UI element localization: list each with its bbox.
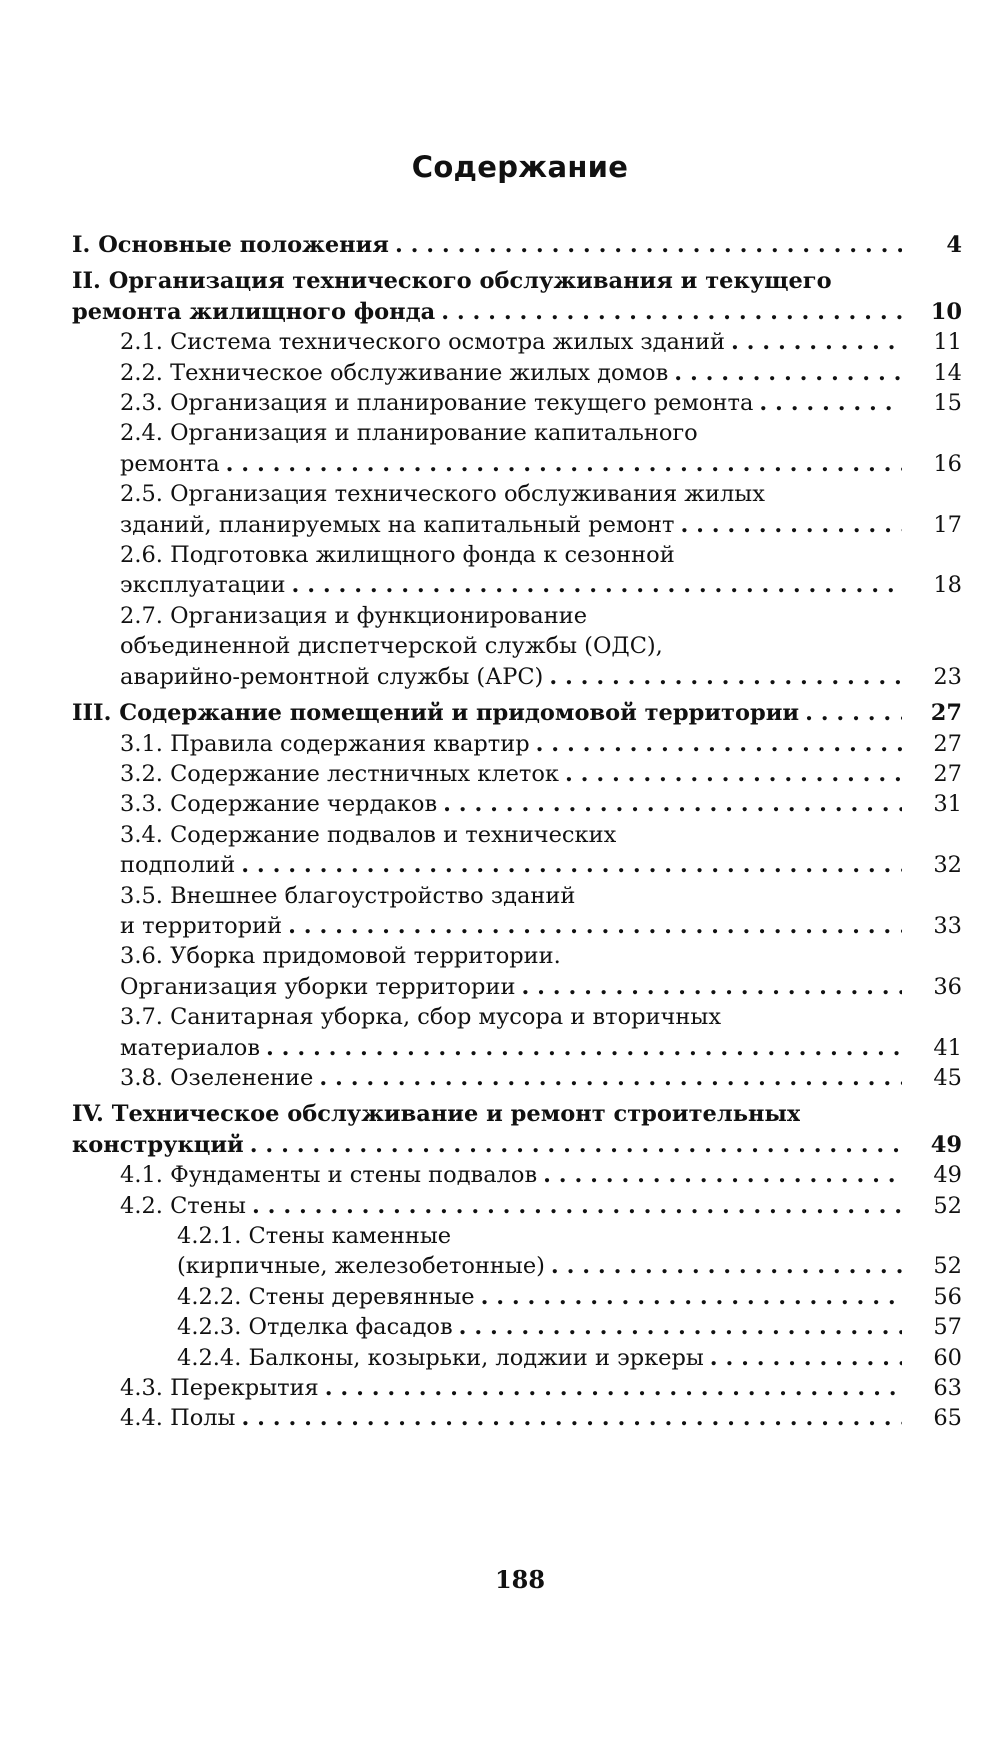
- toc-line: [72, 1099, 962, 1129]
- toc-entry: [72, 1002, 962, 1063]
- dot-leader: [252, 1191, 902, 1221]
- dot-leader: [731, 327, 902, 357]
- dot-leader: [551, 1251, 902, 1281]
- toc-page-number: 45: [933, 1064, 962, 1091]
- toc-entry: [72, 698, 962, 728]
- toc-page-number: 63: [933, 1375, 962, 1402]
- toc-entry-title: аварийно-ремонтной службы (АРС): [120, 663, 544, 690]
- toc-entry: [72, 230, 962, 260]
- dot-leader: [674, 358, 902, 388]
- table-of-contents: [72, 230, 962, 1434]
- page-title: Содержание: [411, 150, 629, 184]
- toc-line: [120, 729, 962, 759]
- toc-page-number: 27: [930, 700, 962, 727]
- toc-line: [120, 820, 962, 850]
- toc-entry-title: подполий: [120, 852, 236, 879]
- toc-line: [120, 601, 962, 631]
- dot-leader: [250, 1130, 902, 1160]
- toc-entry: [72, 388, 962, 418]
- toc-line: [72, 1130, 962, 1160]
- toc-line: [120, 449, 962, 479]
- toc-line: [120, 1403, 962, 1433]
- toc-line: [120, 358, 962, 388]
- toc-entry-title: 4.2.2. Стены деревянные: [177, 1283, 475, 1310]
- toc-entry: [72, 1343, 962, 1373]
- toc-entry-title: 4.4. Полы: [120, 1405, 236, 1432]
- toc-entry: [72, 789, 962, 819]
- toc-page-number: 49: [930, 1131, 962, 1158]
- toc-page-number: 18: [933, 572, 962, 599]
- toc-entry-title: материалов: [120, 1034, 260, 1061]
- toc-line: [120, 1002, 962, 1032]
- toc-entry-title: 2.6. Подготовка жилищного фонда к сезонной: [120, 542, 675, 569]
- toc-line: [120, 941, 962, 971]
- toc-entry-title: 2.3. Организация и планирование текущего ремонта: [120, 390, 754, 417]
- toc-line: [72, 266, 962, 296]
- toc-entry-title: (кирпичные, железобетонные): [177, 1253, 545, 1280]
- toc-page-number: 36: [933, 973, 962, 1000]
- toc-entry-title: 4.2. Стены: [120, 1192, 246, 1219]
- toc-line: [120, 881, 962, 911]
- toc-entry: [72, 1160, 962, 1190]
- toc-entry-title: III. Содержание помещений и придомовой территории: [72, 700, 800, 727]
- toc-line: [72, 698, 962, 728]
- toc-entry-title: ремонта жилищного фонда: [72, 298, 436, 325]
- toc-line: [120, 1373, 962, 1403]
- toc-entry: [72, 881, 962, 942]
- toc-line: [120, 570, 962, 600]
- dot-leader: [266, 1033, 902, 1063]
- toc-entry: [72, 1063, 962, 1093]
- toc-entry-title: конструкций: [72, 1131, 244, 1158]
- toc-entry: [72, 729, 962, 759]
- dot-leader: [292, 570, 902, 600]
- toc-line: [120, 631, 962, 661]
- toc-entry: [72, 540, 962, 601]
- toc-entry-title: эксплуатации: [120, 572, 286, 599]
- toc-line: [120, 510, 962, 540]
- toc-entry: [72, 358, 962, 388]
- toc-entry-title: II. Организация технического обслуживания и текущего: [72, 268, 832, 295]
- dot-leader: [459, 1312, 902, 1342]
- toc-entry-title: 3.1. Правила содержания квартир: [120, 730, 530, 757]
- toc-line: [120, 759, 962, 789]
- toc-page-number: 60: [933, 1344, 962, 1371]
- toc-entry: [72, 1282, 962, 1312]
- toc-entry-title: 2.1. Система технического осмотра жилых зданий: [120, 329, 725, 356]
- dot-leader: [805, 698, 902, 728]
- toc-page-number: 57: [933, 1314, 962, 1341]
- dot-leader: [443, 789, 902, 819]
- dot-leader: [288, 911, 902, 941]
- toc-page-number: 49: [933, 1162, 962, 1189]
- toc-page-number: 52: [933, 1192, 962, 1219]
- toc-line: [120, 789, 962, 819]
- toc-entry-title: 3.7. Санитарная уборка, сбор мусора и вторичных: [120, 1004, 722, 1031]
- toc-entry-title: I. Основные положения: [72, 232, 389, 258]
- toc-line: [177, 1221, 962, 1251]
- toc-entry-title: ремонта: [120, 450, 220, 477]
- toc-line: [120, 540, 962, 570]
- toc-page-number: 27: [933, 760, 962, 787]
- toc-page-number: 23: [933, 663, 962, 690]
- toc-line: [120, 1191, 962, 1221]
- toc-line: [120, 1033, 962, 1063]
- dot-leader: [395, 230, 902, 260]
- toc-entry-title: и территорий: [120, 912, 283, 939]
- toc-line: [120, 479, 962, 509]
- dot-leader: [481, 1282, 902, 1312]
- toc-line: [72, 297, 962, 327]
- toc-entry-title: 3.4. Содержание подвалов и технических: [120, 821, 617, 848]
- toc-entry: [72, 327, 962, 357]
- toc-line: [120, 327, 962, 357]
- toc-entry-title: Организация уборки территории: [120, 973, 516, 1000]
- toc-line: [177, 1282, 962, 1312]
- toc-page-number: 65: [933, 1405, 962, 1432]
- toc-line: [120, 850, 962, 880]
- toc-entry: [72, 941, 962, 1002]
- dot-leader: [325, 1373, 902, 1403]
- toc-line: [120, 972, 962, 1002]
- toc-line: [120, 1063, 962, 1093]
- toc-line: [177, 1312, 962, 1342]
- toc-entry-title: 3.2. Содержание лестничных клеток: [120, 760, 559, 787]
- dot-leader: [680, 510, 902, 540]
- toc-page-number: 11: [933, 329, 962, 356]
- toc-entry-title: зданий, планируемых на капитальный ремонт: [120, 511, 675, 538]
- dot-leader: [543, 1160, 902, 1190]
- toc-entry-title: 3.6. Уборка придомовой территории.: [120, 943, 561, 970]
- toc-line: [177, 1251, 962, 1281]
- toc-line: [120, 911, 962, 941]
- dot-leader: [441, 297, 902, 327]
- dot-leader: [565, 759, 902, 789]
- toc-entry-title: 2.2. Техническое обслуживание жилых домов: [120, 359, 669, 386]
- toc-entry: [72, 1191, 962, 1221]
- toc-entry: [72, 1403, 962, 1433]
- dot-leader: [241, 1403, 902, 1433]
- toc-page-number: 4: [946, 232, 962, 258]
- toc-entry-title: 4.3. Перекрытия: [120, 1375, 319, 1402]
- page-number: 188: [494, 1565, 546, 1594]
- toc-entry-title: 3.8. Озеленение: [120, 1064, 314, 1091]
- toc-line: [177, 1343, 962, 1373]
- toc-entry-title: 3.5. Внешнее благоустройство зданий: [120, 882, 576, 909]
- toc-page-number: 41: [933, 1034, 962, 1061]
- toc-entry: [72, 418, 962, 479]
- toc-page-number: 56: [933, 1283, 962, 1310]
- toc-entry-title: 4.2.4. Балконы, козырьки, лоджии и эркеры: [177, 1344, 704, 1371]
- toc-line: [120, 418, 962, 448]
- toc-page-number: 32: [933, 852, 962, 879]
- toc-entry-title: IV. Техническое обслуживание и ремонт строительных: [72, 1101, 801, 1128]
- toc-entry-title: 4.1. Фундаменты и стены подвалов: [120, 1162, 538, 1189]
- toc-entry: [72, 1221, 962, 1282]
- toc-entry: [72, 1373, 962, 1403]
- toc-page-number: 10: [930, 298, 962, 325]
- toc-page-number: 33: [933, 912, 962, 939]
- dot-leader: [319, 1063, 902, 1093]
- toc-page-number: 27: [933, 730, 962, 757]
- toc-page-number: 15: [933, 390, 962, 417]
- toc-entry: [72, 266, 962, 327]
- toc-entry-title: 4.2.3. Отделка фасадов: [177, 1314, 453, 1341]
- dot-leader: [549, 662, 902, 692]
- toc-page-number: 14: [933, 359, 962, 386]
- toc-entry-title: 3.3. Содержание чердаков: [120, 791, 438, 818]
- dot-leader: [241, 850, 902, 880]
- toc-page-number: 52: [933, 1253, 962, 1280]
- toc-page-number: 17: [933, 511, 962, 538]
- dot-leader: [759, 388, 902, 418]
- toc-line: [120, 662, 962, 692]
- toc-entry: [72, 1099, 962, 1160]
- toc-entry: [72, 601, 962, 692]
- toc-entry: [72, 479, 962, 540]
- toc-page-number: 31: [933, 791, 962, 818]
- dot-leader: [536, 729, 902, 759]
- toc-page-number: 16: [933, 450, 962, 477]
- toc-entry-title: 2.4. Организация и планирование капитального: [120, 420, 698, 447]
- toc-line: [120, 388, 962, 418]
- toc-entry-title: 4.2.1. Стены каменные: [177, 1223, 452, 1249]
- toc-line: [120, 1160, 962, 1190]
- toc-line: [72, 230, 962, 260]
- dot-leader: [710, 1343, 902, 1373]
- toc-entry: [72, 1312, 962, 1342]
- toc-entry: [72, 759, 962, 789]
- toc-entry-title: 2.7. Организация и функционирование: [120, 602, 588, 629]
- toc-entry-title: объединенной диспетчерской службы (ОДС),: [120, 633, 663, 660]
- toc-entry: [72, 820, 962, 881]
- toc-entry-title: 2.5. Организация технического обслуживания жилых: [120, 481, 765, 508]
- dot-leader: [226, 449, 902, 479]
- dot-leader: [521, 972, 902, 1002]
